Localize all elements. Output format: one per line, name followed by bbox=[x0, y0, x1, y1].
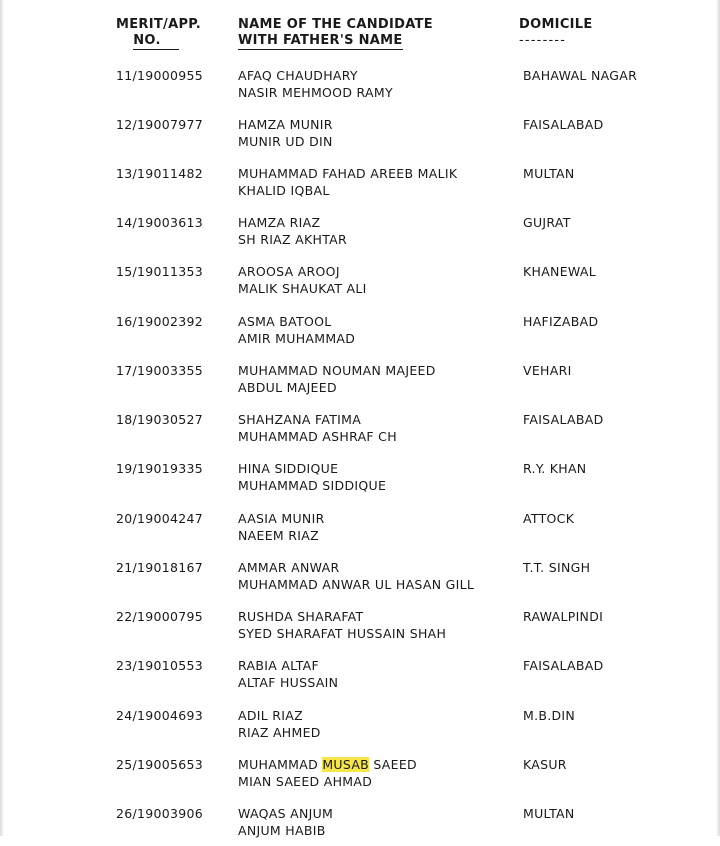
candidate-name: HAMZA MUNIR bbox=[238, 117, 333, 132]
table-row bbox=[0, 806, 720, 846]
header-domicile-line1: DOMICILE bbox=[519, 17, 593, 32]
domicile: GUJRAT bbox=[523, 215, 571, 230]
candidate-cell bbox=[238, 363, 436, 396]
domicile: RAWALPINDI bbox=[523, 609, 604, 624]
domicile: KASUR bbox=[523, 757, 567, 772]
table-row bbox=[0, 658, 720, 698]
father-name: MALIK SHAUKAT ALI bbox=[238, 280, 367, 296]
father-name: SH RIAZ AKHTAR bbox=[238, 231, 348, 247]
merit-number: 21/19018167 bbox=[116, 560, 204, 575]
candidate-name: SHAHZANA FATIMA bbox=[238, 412, 362, 427]
candidate-name: ASMA BATOOL bbox=[238, 314, 332, 329]
candidate-name-part: MUHAMMAD bbox=[238, 757, 323, 772]
domicile: KHANEWAL bbox=[523, 264, 596, 279]
table-row bbox=[0, 166, 720, 206]
merit-number: 25/19005653 bbox=[116, 757, 204, 772]
candidate-cell bbox=[238, 166, 457, 199]
table-row bbox=[0, 117, 720, 157]
domicile: FAISALABAD bbox=[523, 412, 604, 427]
candidate-name: AASIA MUNIR bbox=[238, 511, 325, 526]
father-name: SYED SHARAFAT HUSSAIN SHAH bbox=[238, 625, 447, 641]
table-row bbox=[0, 215, 720, 255]
domicile: FAISALABAD bbox=[523, 117, 604, 132]
candidate-name: WAQAS ANJUM bbox=[238, 806, 334, 821]
candidate-name: ADIL RIAZ bbox=[238, 708, 303, 723]
table-row bbox=[0, 609, 720, 649]
candidate-cell bbox=[238, 117, 333, 150]
table-row bbox=[0, 314, 720, 354]
merit-number: 20/19004247 bbox=[116, 511, 204, 526]
candidate-name: MUHAMMAD FAHAD AREEB MALIK bbox=[238, 166, 458, 181]
candidate-cell bbox=[238, 708, 321, 741]
father-name: AMIR MUHAMMAD bbox=[238, 330, 356, 346]
merit-number: 24/19004693 bbox=[116, 708, 204, 723]
candidate-cell bbox=[238, 264, 367, 297]
merit-number: 15/19011353 bbox=[116, 264, 204, 279]
merit-number: 19/19019335 bbox=[116, 461, 204, 476]
merit-number: 13/19011482 bbox=[116, 166, 204, 181]
candidate-name-part: SAEED bbox=[369, 757, 417, 772]
table-row bbox=[0, 461, 720, 501]
domicile: MULTAN bbox=[523, 806, 575, 821]
candidate-cell bbox=[238, 609, 446, 642]
header-merit-line2: NO. bbox=[133, 33, 178, 50]
merit-number: 17/19003355 bbox=[116, 363, 204, 378]
candidate-name: RABIA ALTAF bbox=[238, 658, 320, 673]
domicile: ATTOCK bbox=[523, 511, 575, 526]
domicile: R.Y. KHAN bbox=[523, 461, 587, 476]
header-merit bbox=[116, 17, 204, 50]
table-row bbox=[0, 757, 720, 797]
merit-number: 11/19000955 bbox=[116, 68, 204, 83]
father-name: MUHAMMAD ANWAR UL HASAN GILL bbox=[238, 576, 475, 592]
header-domicile-line2: -------- bbox=[519, 33, 567, 48]
merit-number: 22/19000795 bbox=[116, 609, 204, 624]
domicile: HAFIZABAD bbox=[523, 314, 599, 329]
merit-number: 12/19007977 bbox=[116, 117, 204, 132]
candidate-name: AROOSA AROOJ bbox=[238, 264, 340, 279]
header-domicile bbox=[519, 17, 593, 49]
merit-number: 16/19002392 bbox=[116, 314, 204, 329]
candidate-cell bbox=[238, 314, 355, 347]
candidate-cell bbox=[238, 215, 347, 248]
header-name-line1: NAME OF THE CANDIDATE bbox=[238, 17, 433, 32]
candidate-cell bbox=[238, 511, 325, 544]
merit-number: 14/19003613 bbox=[116, 215, 204, 230]
candidate-cell bbox=[238, 806, 333, 839]
father-name: ABDUL MAJEED bbox=[238, 379, 337, 395]
header-name bbox=[238, 17, 433, 50]
father-name: MUHAMMAD ASHRAF CH bbox=[238, 428, 397, 444]
candidate-cell bbox=[238, 68, 393, 101]
candidate-name: RUSHDA SHARAFAT bbox=[238, 609, 364, 624]
candidate-cell bbox=[238, 757, 417, 790]
candidate-name: AFAQ CHAUDHARY bbox=[238, 68, 358, 83]
candidate-cell bbox=[238, 560, 474, 593]
highlighted-name-part: MUSAB bbox=[322, 757, 370, 772]
table-row bbox=[0, 511, 720, 551]
father-name: KHALID IQBAL bbox=[238, 182, 330, 198]
candidate-name: MUHAMMAD NOUMAN MAJEED bbox=[238, 363, 436, 378]
father-name: MUNIR UD DIN bbox=[238, 133, 333, 149]
table-row bbox=[0, 708, 720, 748]
table-row bbox=[0, 264, 720, 304]
table-row bbox=[0, 363, 720, 403]
candidate-name: HAMZA RIAZ bbox=[238, 215, 321, 230]
domicile: FAISALABAD bbox=[523, 658, 604, 673]
candidate-cell bbox=[238, 461, 386, 494]
candidate-name: AMMAR ANWAR bbox=[238, 560, 340, 575]
father-name: ANJUM HABIB bbox=[238, 822, 326, 838]
candidate-name bbox=[238, 757, 417, 774]
table-header bbox=[0, 17, 720, 57]
table-row bbox=[0, 68, 720, 108]
domicile: BAHAWAL NAGAR bbox=[523, 68, 638, 83]
candidate-cell bbox=[238, 658, 338, 691]
domicile: VEHARI bbox=[523, 363, 572, 378]
header-name-line2: WITH FATHER'S NAME bbox=[238, 33, 403, 48]
merit-number: 26/19003906 bbox=[116, 806, 204, 821]
candidate-name: HINA SIDDIQUE bbox=[238, 461, 339, 476]
father-name: MUHAMMAD SIDDIQUE bbox=[238, 477, 387, 493]
header-merit-line1: MERIT/APP. bbox=[116, 17, 201, 32]
table-row bbox=[0, 412, 720, 452]
father-name: NAEEM RIAZ bbox=[238, 527, 319, 543]
domicile: T.T. SINGH bbox=[523, 560, 591, 575]
domicile: MULTAN bbox=[523, 166, 575, 181]
father-name: RIAZ AHMED bbox=[238, 724, 321, 740]
father-name: MIAN SAEED AHMAD bbox=[238, 773, 373, 789]
table-row bbox=[0, 560, 720, 600]
candidate-cell bbox=[238, 412, 397, 445]
merit-number: 18/19030527 bbox=[116, 412, 204, 427]
father-name: NASIR MEHMOOD RAMY bbox=[238, 84, 393, 100]
father-name: ALTAF HUSSAIN bbox=[238, 674, 339, 690]
domicile: M.B.DIN bbox=[523, 708, 576, 723]
merit-number: 23/19010553 bbox=[116, 658, 204, 673]
